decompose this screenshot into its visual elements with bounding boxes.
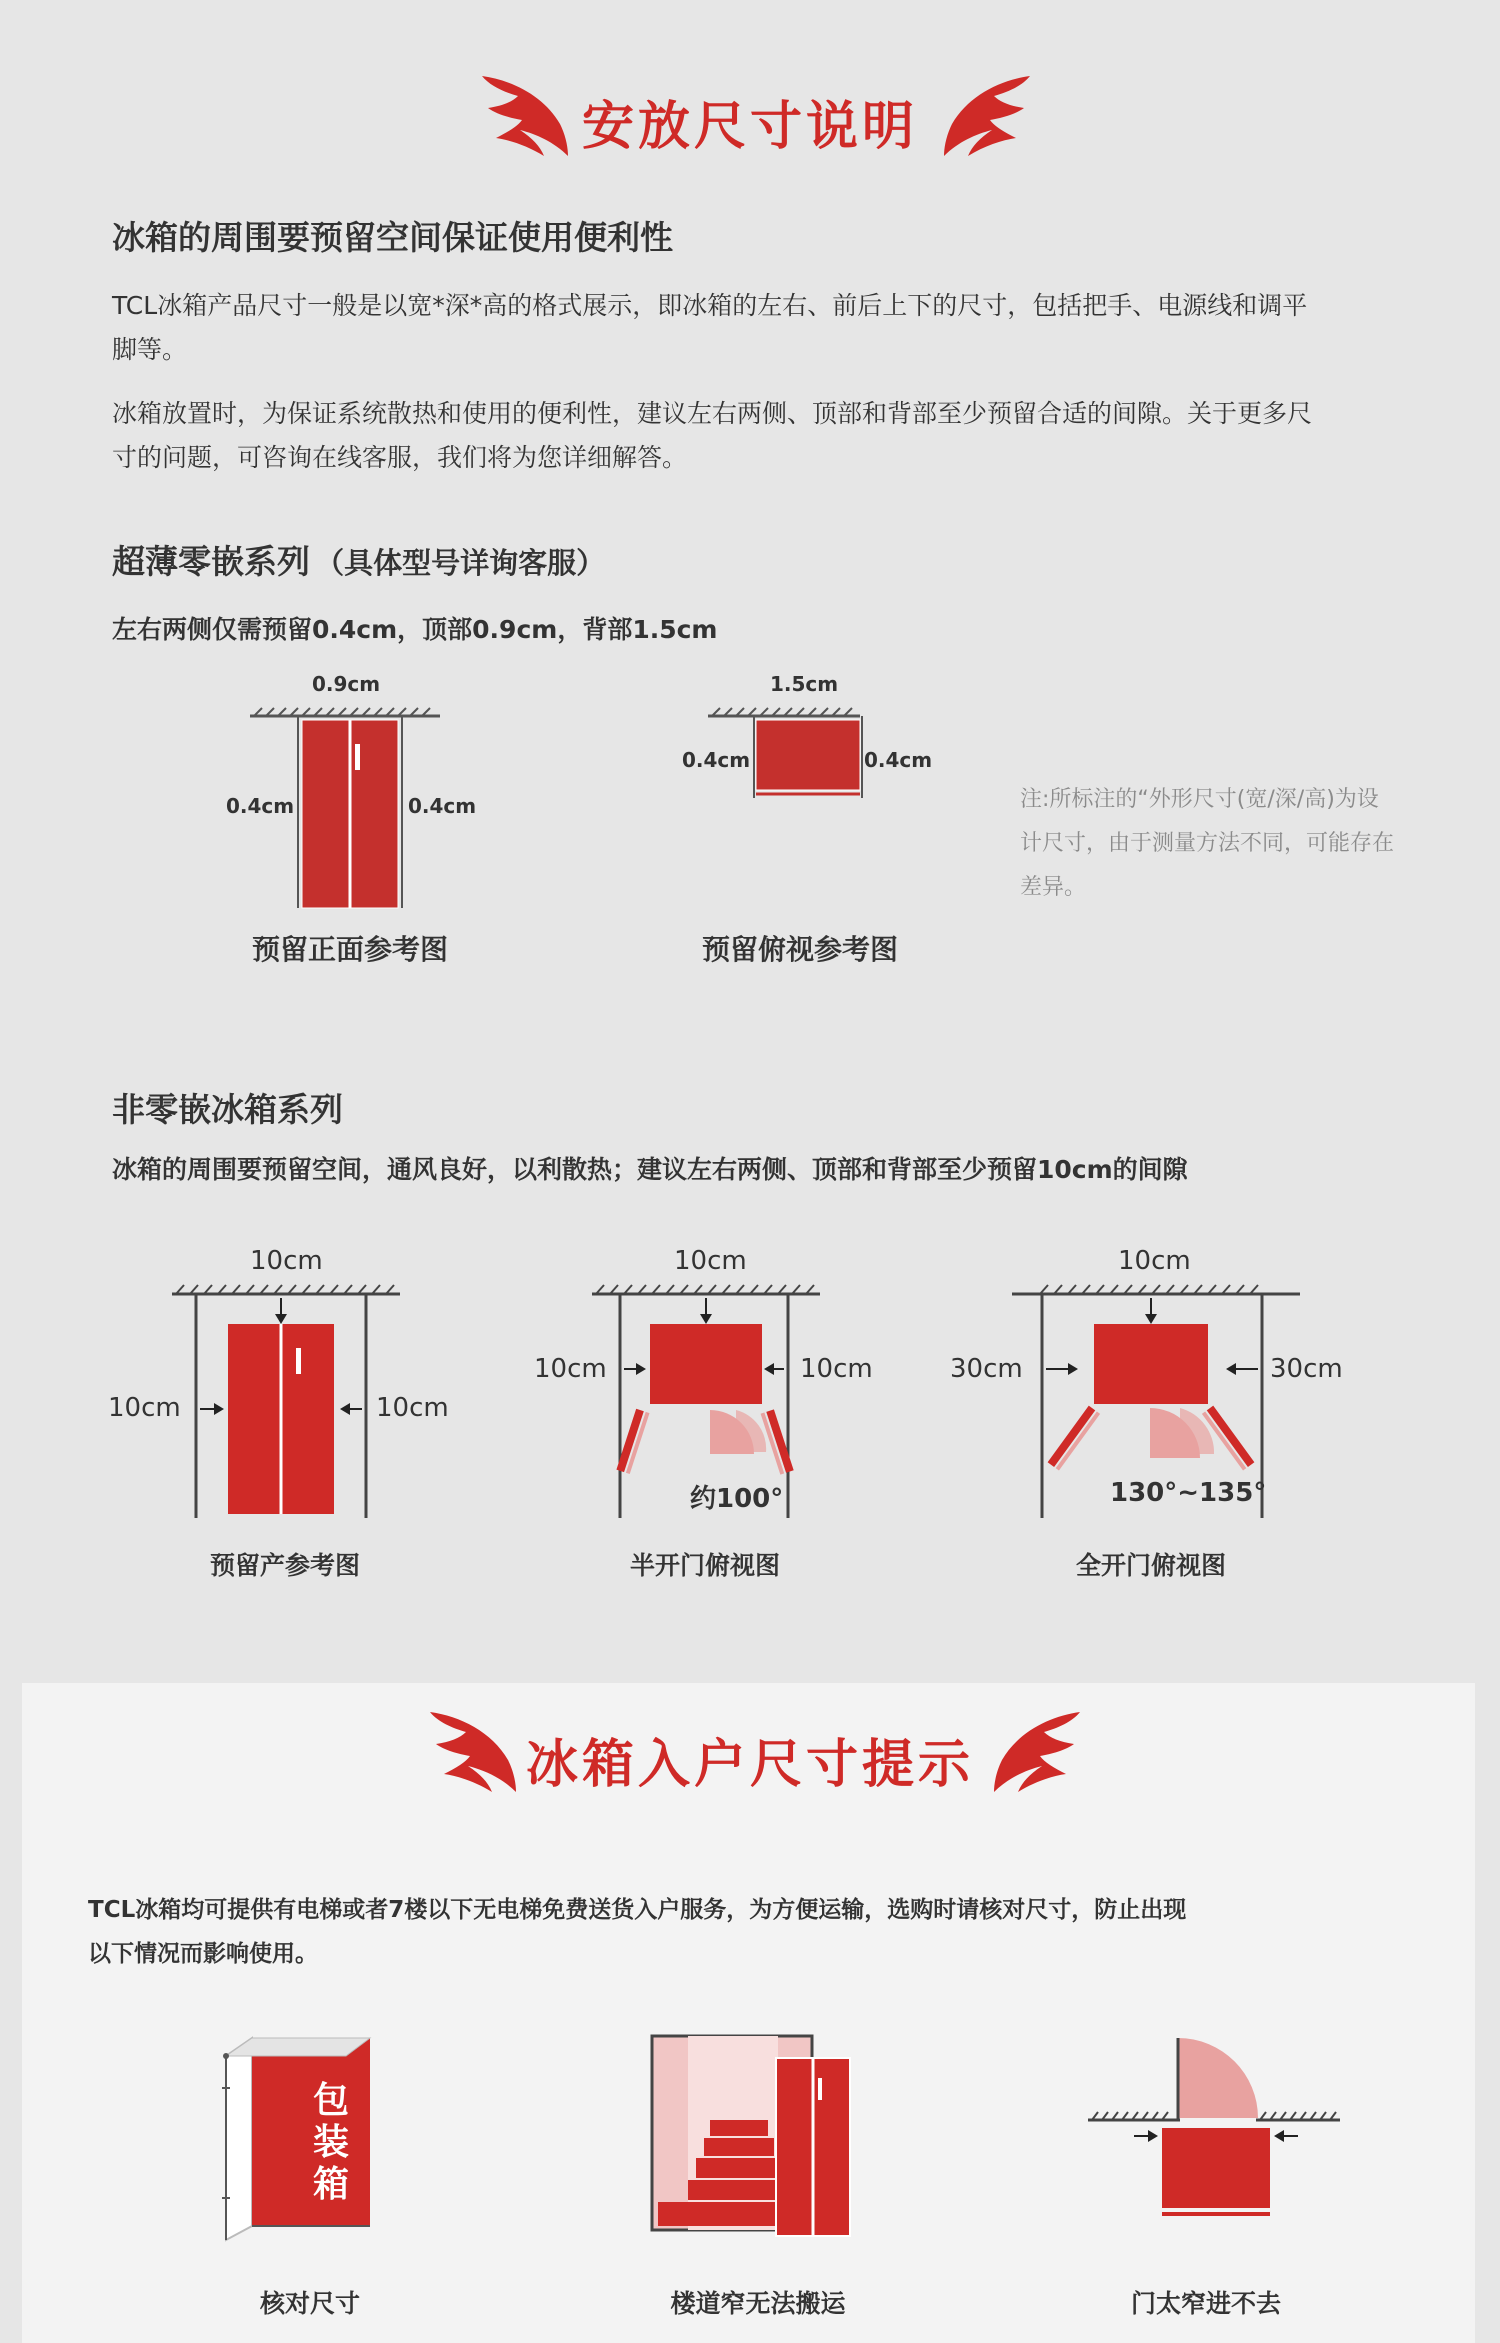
front-caption: 预留正面参考图 bbox=[251, 933, 448, 966]
full-open-left-gap: 30cm bbox=[950, 1354, 1023, 1384]
front-right-gap: 0.4cm bbox=[408, 794, 477, 818]
half-open-angle: 约100° bbox=[690, 1484, 784, 1514]
full-open-caption: 全开门俯视图 bbox=[1075, 1551, 1226, 1580]
box-char-3: 箱 bbox=[312, 2164, 349, 2205]
zero-embed-heading-row bbox=[112, 536, 605, 583]
side-top-gap: 10cm bbox=[250, 1246, 323, 1276]
intro-paragraph-1 bbox=[112, 284, 1307, 372]
full-open-angle: 130°~135° bbox=[1110, 1478, 1267, 1508]
right-wing-icon bbox=[940, 76, 1030, 156]
side-caption: 预留产参考图 bbox=[209, 1551, 360, 1580]
zero-embed-desc: 左右两侧仅需预留0.4cm，顶部0.9cm，背部1.5cm bbox=[112, 615, 718, 644]
half-open-right-gap: 10cm bbox=[800, 1354, 873, 1384]
intro-p1-line1: TCL冰箱产品尺寸一般是以宽*深*高的格式展示，即冰箱的左右、前后上下的尺寸，包括把手、电源线和调平 bbox=[112, 291, 1308, 320]
side-right-gap: 10cm bbox=[376, 1393, 449, 1423]
delivery-line2: 以下情况而影响使用。 bbox=[88, 1941, 318, 1967]
top-view-back-gap: 1.5cm bbox=[770, 672, 839, 696]
intro-p1-line2: 脚等。 bbox=[112, 335, 188, 364]
box-char-2: 装 bbox=[312, 2122, 349, 2163]
full-open-top-gap: 10cm bbox=[1118, 1246, 1191, 1276]
top-view-left-gap: 0.4cm bbox=[682, 748, 751, 772]
note-line3: 差异。 bbox=[1020, 875, 1087, 900]
half-open-top-gap: 10cm bbox=[674, 1246, 747, 1276]
zero-embed-heading-note: （具体型号详询客服） bbox=[315, 546, 606, 580]
intro-p2-line1: 冰箱放置时，为保证系统散热和使用的便利性，建议左右两侧、顶部和背部至少预留合适的间隙。关于更多尺 bbox=[112, 399, 1313, 428]
note-line1: 注:所标注的“外形尺寸(宽/深/高)为设 bbox=[1020, 787, 1379, 812]
right-wing-icon-2 bbox=[990, 1712, 1080, 1792]
side-left-gap: 10cm bbox=[108, 1393, 181, 1423]
delivery-paragraph bbox=[88, 1888, 1186, 1976]
intro-p2-line2: 寸的问题，可咨询在线客服，我们将为您详细解答。 bbox=[112, 443, 688, 472]
dimension-note bbox=[1020, 778, 1394, 910]
full-open-right-gap: 30cm bbox=[1270, 1354, 1343, 1384]
box-char-1: 包 bbox=[312, 2080, 349, 2121]
space-heading: 冰箱的周围要预留空间保证使用便利性 bbox=[112, 218, 673, 257]
check-size-caption: 核对尺寸 bbox=[259, 2289, 360, 2318]
zero-embed-heading: 超薄零嵌系列 bbox=[112, 542, 310, 581]
package-box-label bbox=[306, 2080, 356, 2206]
section2-title-row bbox=[0, 1710, 1500, 1810]
half-open-left-gap: 10cm bbox=[534, 1354, 607, 1384]
section1-title-row bbox=[0, 70, 1500, 170]
section2-title: 冰箱入户尺寸提示 bbox=[525, 1735, 974, 1795]
front-top-gap: 0.9cm bbox=[312, 672, 381, 696]
top-view-right-gap: 0.4cm bbox=[864, 748, 933, 772]
front-reference-diagram bbox=[200, 668, 480, 918]
non-embed-desc: 冰箱的周围要预留空间，通风良好，以利散热；建议左右两侧、顶部和背部至少预留10cm的间隙 bbox=[112, 1155, 1188, 1184]
intro-paragraph-2 bbox=[112, 392, 1312, 480]
side-reference-diagram bbox=[160, 1240, 420, 1530]
non-embed-heading: 非零嵌冰箱系列 bbox=[112, 1090, 343, 1129]
narrow-door-caption: 门太窄进不去 bbox=[1130, 2289, 1281, 2318]
narrow-door-icon bbox=[1084, 2030, 1344, 2240]
half-open-caption: 半开门俯视图 bbox=[629, 1551, 780, 1580]
section1-title: 安放尺寸说明 bbox=[581, 97, 918, 157]
front-left-gap: 0.4cm bbox=[226, 794, 295, 818]
delivery-line1: TCL冰箱均可提供有电梯或者7楼以下无电梯免费送货入户服务，为方便运输，选购时请核对尺寸，防止出现 bbox=[88, 1897, 1187, 1923]
note-line2: 计尺寸，由于测量方法不同，可能存在 bbox=[1020, 831, 1395, 856]
narrow-stairs-icon bbox=[648, 2030, 868, 2240]
top-view-caption: 预留俯视参考图 bbox=[701, 933, 898, 966]
narrow-stairs-caption: 楼道窄无法搬运 bbox=[670, 2289, 846, 2318]
